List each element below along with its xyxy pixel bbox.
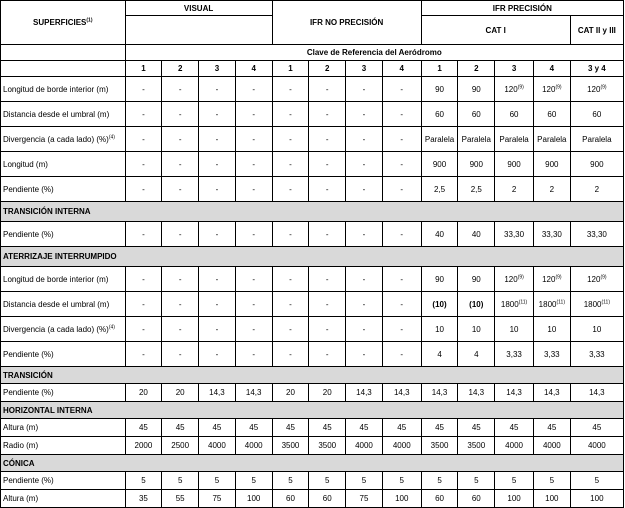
table-cell: - (309, 292, 346, 317)
code-header: 1 (421, 61, 458, 77)
table-cell: 45 (125, 419, 162, 437)
table-cell: 14,3 (199, 384, 236, 402)
row-label: Divergencia (a cada lado) (%)$^{(4)}$ (1, 127, 126, 152)
table-row (1, 77, 624, 102)
table-cell: 2 (495, 177, 534, 202)
table-cell: - (382, 152, 421, 177)
table-cell: - (309, 177, 346, 202)
table-cell: - (346, 102, 383, 127)
table-cell: 60 (570, 102, 623, 127)
table-cell: - (199, 292, 236, 317)
table-cell: - (382, 267, 421, 292)
table-cell: - (125, 177, 162, 202)
table-cell: - (382, 292, 421, 317)
code-header: 4 (533, 61, 570, 77)
table-cell: - (346, 152, 383, 177)
section-title: HORIZONTAL INTERNA (1, 402, 624, 419)
table-cell: 60 (458, 102, 495, 127)
table-row (1, 419, 624, 437)
table-cell: 14,3 (235, 384, 272, 402)
table-cell: 3,33 (533, 342, 570, 367)
table-cell: 2000 (125, 437, 162, 455)
table-cell: 33,30 (533, 222, 570, 247)
table-cell: 14,3 (382, 384, 421, 402)
table-cell: - (162, 77, 199, 102)
table-cell: 3,33 (570, 342, 623, 367)
table-cell: - (125, 77, 162, 102)
table-cell: Paralela (421, 127, 458, 152)
table-cell: 45 (458, 419, 495, 437)
visual-blank (125, 16, 272, 45)
table-cell: 100 (570, 490, 623, 508)
table-cell: - (162, 317, 199, 342)
table-cell: - (272, 102, 309, 127)
table-cell: 2 (570, 177, 623, 202)
table-cell: 120$^{(9)}$ (495, 267, 534, 292)
table-cell: - (272, 267, 309, 292)
table-cell: 60 (495, 102, 534, 127)
table-cell: 90 (458, 77, 495, 102)
table-cell: 4000 (235, 437, 272, 455)
code-header: 3 y 4 (570, 61, 623, 77)
table-cell: Paralela (495, 127, 534, 152)
table-cell: 4000 (533, 437, 570, 455)
section-title: TRANSICIÓN (1, 367, 624, 384)
row-label: Longitud de borde interior (m) (1, 77, 126, 102)
table-cell: 3500 (272, 437, 309, 455)
table-cell: 5 (458, 472, 495, 490)
table-cell: - (235, 102, 272, 127)
table-cell: - (162, 222, 199, 247)
table-cell: - (272, 222, 309, 247)
table-cell: 4000 (382, 437, 421, 455)
table-cell: - (162, 152, 199, 177)
table-cell: 100 (533, 490, 570, 508)
table-cell: 5 (533, 472, 570, 490)
table-cell: 4 (421, 342, 458, 367)
visual-header: VISUAL (125, 1, 272, 16)
table-cell: 60 (272, 490, 309, 508)
table-cell: - (272, 152, 309, 177)
table-cell: - (199, 127, 236, 152)
table-cell: 4000 (495, 437, 534, 455)
row-label: Longitud (m) (1, 152, 126, 177)
table-cell: 120$^{(9)}$ (570, 77, 623, 102)
code-header: 3 (346, 61, 383, 77)
table-cell: 5 (495, 472, 534, 490)
table-cell: - (199, 77, 236, 102)
table-cell: - (382, 77, 421, 102)
code-header: 4 (235, 61, 272, 77)
table-cell: 60 (421, 490, 458, 508)
table-cell: 900 (421, 152, 458, 177)
table-cell: 40 (421, 222, 458, 247)
table-row (1, 472, 624, 490)
table-cell: 3500 (421, 437, 458, 455)
section-title: ATERRIZAJE INTERRUMPIDO (1, 247, 624, 267)
table-cell: 45 (533, 419, 570, 437)
table-cell: - (272, 177, 309, 202)
table-row (1, 490, 624, 508)
table-cell: - (309, 127, 346, 152)
table-cell: 14,3 (570, 384, 623, 402)
table-cell: - (235, 77, 272, 102)
table-cell: 75 (199, 490, 236, 508)
table-cell: - (162, 177, 199, 202)
table-row (1, 317, 624, 342)
table-cell: Paralela (570, 127, 623, 152)
table-cell: - (382, 102, 421, 127)
table-cell: 45 (162, 419, 199, 437)
section-title: CÓNICA (1, 455, 624, 472)
table-cell: - (199, 222, 236, 247)
table-cell: 14,3 (458, 384, 495, 402)
table-cell: 2,5 (421, 177, 458, 202)
table-cell: 4000 (570, 437, 623, 455)
table-cell: - (235, 177, 272, 202)
superficies-header: SUPERFICIES$^{(1)}$ (1, 1, 126, 45)
table-cell: 3500 (309, 437, 346, 455)
clave-blank (1, 45, 126, 61)
table-cell: - (346, 127, 383, 152)
table-cell: (10) (421, 292, 458, 317)
table-cell: 45 (235, 419, 272, 437)
table-cell: - (199, 152, 236, 177)
table-cell: 45 (309, 419, 346, 437)
table-cell: 90 (421, 77, 458, 102)
row-label: Radio (m) (1, 437, 126, 455)
row-label: Distancia desde el umbral (m) (1, 102, 126, 127)
row-label: Distancia desde el umbral (m) (1, 292, 126, 317)
table-cell: 20 (309, 384, 346, 402)
table-cell: 2 (533, 177, 570, 202)
cat-ii-iii-header: CAT II y III (570, 16, 623, 45)
table-cell: 75 (346, 490, 383, 508)
table-cell: 45 (382, 419, 421, 437)
table-cell: 20 (162, 384, 199, 402)
table-cell: - (346, 342, 383, 367)
table-cell: - (199, 317, 236, 342)
table-cell: 90 (458, 267, 495, 292)
table-cell: 5 (272, 472, 309, 490)
code-header: 2 (162, 61, 199, 77)
table-row (1, 292, 624, 317)
table-cell: - (382, 127, 421, 152)
table-cell: 20 (125, 384, 162, 402)
table-cell: 60 (533, 102, 570, 127)
table-cell: 10 (570, 317, 623, 342)
table-cell: - (235, 222, 272, 247)
table-cell: 14,3 (421, 384, 458, 402)
codes-blank (1, 61, 126, 77)
table-cell: - (235, 342, 272, 367)
table-cell: - (309, 342, 346, 367)
table-row (1, 102, 624, 127)
table-cell: 1800$^{(11)}$ (533, 292, 570, 317)
table-cell: 60 (309, 490, 346, 508)
table-cell: 4000 (346, 437, 383, 455)
table-row (1, 267, 624, 292)
table-cell: 60 (458, 490, 495, 508)
table-cell: 14,3 (346, 384, 383, 402)
table-cell: - (125, 342, 162, 367)
table-cell: 900 (458, 152, 495, 177)
table-cell: - (382, 342, 421, 367)
table-cell: - (125, 102, 162, 127)
table-cell: 10 (495, 317, 534, 342)
table-cell: 120$^{(9)}$ (533, 77, 570, 102)
table-cell: 5 (346, 472, 383, 490)
table-cell: 4 (458, 342, 495, 367)
table-cell: - (346, 267, 383, 292)
table-cell: - (272, 292, 309, 317)
table-cell: Paralela (458, 127, 495, 152)
table-cell: 33,30 (495, 222, 534, 247)
table-cell: - (125, 292, 162, 317)
code-header: 1 (272, 61, 309, 77)
code-header: 4 (382, 61, 421, 77)
table-cell: 1800$^{(11)}$ (570, 292, 623, 317)
table-row (1, 127, 624, 152)
table-row (1, 222, 624, 247)
table-cell: - (272, 342, 309, 367)
table-cell: 40 (458, 222, 495, 247)
table-cell: - (309, 267, 346, 292)
table-cell: 1800$^{(11)}$ (495, 292, 534, 317)
table-cell: 900 (495, 152, 534, 177)
row-label: Altura (m) (1, 490, 126, 508)
table-cell: 20 (272, 384, 309, 402)
table-cell: - (309, 152, 346, 177)
table-cell: 3,33 (495, 342, 534, 367)
table-cell: Paralela (533, 127, 570, 152)
table-cell: 5 (235, 472, 272, 490)
table-cell: 45 (570, 419, 623, 437)
table-cell: 5 (162, 472, 199, 490)
table-cell: (10) (458, 292, 495, 317)
table-cell: - (382, 177, 421, 202)
code-header: 3 (495, 61, 534, 77)
table-cell: 5 (421, 472, 458, 490)
table-cell: - (235, 292, 272, 317)
clave-referencia-header: Clave de Referencia del Aeródromo (125, 45, 623, 61)
table-cell: - (272, 317, 309, 342)
row-label: Altura (m) (1, 419, 126, 437)
table-cell: - (125, 152, 162, 177)
table-cell: 60 (421, 102, 458, 127)
table-cell: 2500 (162, 437, 199, 455)
table-cell: 35 (125, 490, 162, 508)
table-cell: 2,5 (458, 177, 495, 202)
table-cell: 900 (570, 152, 623, 177)
ifr-no-precision-header: IFR NO PRECISIÓN (272, 1, 421, 45)
table-cell: - (162, 102, 199, 127)
table-cell: 10 (421, 317, 458, 342)
table-cell: - (272, 127, 309, 152)
code-header: 3 (199, 61, 236, 77)
table-cell: - (382, 222, 421, 247)
table-cell: 5 (570, 472, 623, 490)
table-cell: - (382, 317, 421, 342)
row-label: Pendiente (%) (1, 384, 126, 402)
table-cell: - (346, 77, 383, 102)
table-cell: - (125, 317, 162, 342)
table-cell: 4000 (199, 437, 236, 455)
table-row (1, 437, 624, 455)
table-row (1, 177, 624, 202)
table-cell: 5 (125, 472, 162, 490)
table-cell: - (162, 292, 199, 317)
table-cell: - (346, 222, 383, 247)
ifr-precision-header: IFR PRECISIÓN (421, 1, 623, 16)
table-cell: 45 (495, 419, 534, 437)
section-title: TRANSICIÓN INTERNA (1, 202, 624, 222)
table-cell: - (199, 177, 236, 202)
table-cell: 10 (533, 317, 570, 342)
row-label: Pendiente (%) (1, 222, 126, 247)
row-label: Pendiente (%) (1, 342, 126, 367)
table-cell: - (125, 267, 162, 292)
table-cell: 120$^{(9)}$ (533, 267, 570, 292)
table-cell: 33,30 (570, 222, 623, 247)
table-cell: 100 (235, 490, 272, 508)
table-cell: - (346, 317, 383, 342)
row-label: Pendiente (%) (1, 177, 126, 202)
code-header: 2 (309, 61, 346, 77)
table-cell: - (309, 102, 346, 127)
cat-i-header: CAT I (421, 16, 570, 45)
table-cell: - (235, 267, 272, 292)
table-cell: 3500 (458, 437, 495, 455)
table-cell: - (125, 222, 162, 247)
row-label: Divergencia (a cada lado) (%)$^{(4)}$ (1, 317, 126, 342)
table-row (1, 342, 624, 367)
table-cell: 5 (382, 472, 421, 490)
table-row (1, 384, 624, 402)
table-cell: 5 (309, 472, 346, 490)
table-row (1, 152, 624, 177)
table-cell: - (235, 317, 272, 342)
table-cell: - (309, 222, 346, 247)
table-cell: 90 (421, 267, 458, 292)
table-cell: - (162, 127, 199, 152)
table-cell: 55 (162, 490, 199, 508)
table-cell: - (272, 77, 309, 102)
table-cell: 10 (458, 317, 495, 342)
code-header: 2 (458, 61, 495, 77)
table-cell: - (235, 127, 272, 152)
table-cell: 5 (199, 472, 236, 490)
row-label: Pendiente (%) (1, 472, 126, 490)
table-cell: - (125, 127, 162, 152)
table-cell: - (346, 292, 383, 317)
table-cell: - (309, 317, 346, 342)
table-cell: 120$^{(9)}$ (495, 77, 534, 102)
table-cell: - (199, 102, 236, 127)
row-label: Longitud de borde interior (m) (1, 267, 126, 292)
table-cell: 45 (272, 419, 309, 437)
table-cell: 100 (382, 490, 421, 508)
code-header: 1 (125, 61, 162, 77)
table-cell: 100 (495, 490, 534, 508)
table-cell: 45 (199, 419, 236, 437)
table-cell: - (162, 267, 199, 292)
table-cell: 14,3 (533, 384, 570, 402)
table-cell: - (162, 342, 199, 367)
table-cell: 120$^{(9)}$ (570, 267, 623, 292)
table-cell: - (309, 77, 346, 102)
table-cell: 45 (346, 419, 383, 437)
table-cell: 900 (533, 152, 570, 177)
table-cell: 14,3 (495, 384, 534, 402)
table-cell: - (199, 342, 236, 367)
table-cell: - (346, 177, 383, 202)
table-cell: - (235, 152, 272, 177)
table-cell: 45 (421, 419, 458, 437)
table-cell: - (199, 267, 236, 292)
